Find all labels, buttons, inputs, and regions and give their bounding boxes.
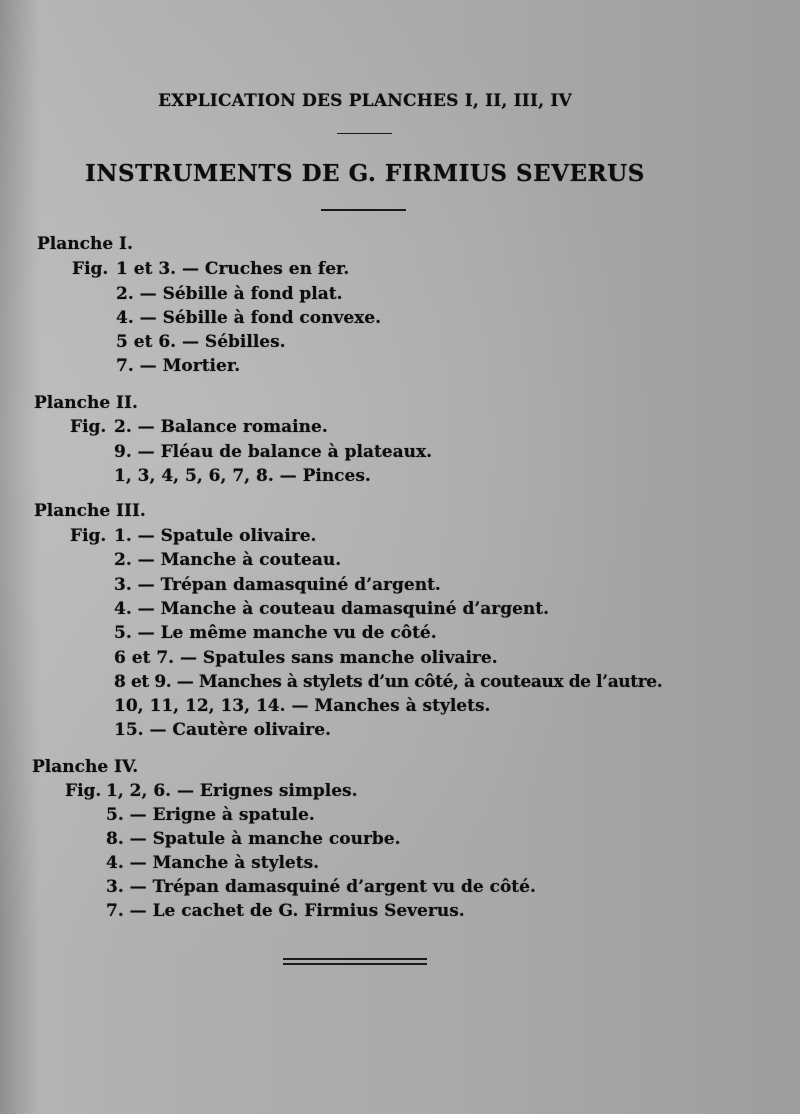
figure-entry: 2. — Balance romaine. <box>114 417 328 437</box>
figure-entry: 7. — Mortier. <box>116 356 241 376</box>
figure-entry: 4. — Manche à couteau damasquiné d’argent. <box>114 599 550 619</box>
fig-prefix: Fig. <box>70 526 107 546</box>
figure-entry: 1, 3, 4, 5, 6, 7, 8. — Pinces. <box>114 466 371 486</box>
figure-entry: 3. — Trépan damasquiné d’argent vu de côté. <box>106 877 536 897</box>
figure-entry: 7. — Le cachet de G. Firmius Severus. <box>106 901 465 921</box>
plate-label: Planche II. <box>34 393 138 413</box>
title-divider-2 <box>321 209 406 211</box>
figure-entry: 8 et 9. — Manches à stylets d’un côté, à couteaux de l’autre. <box>114 672 663 692</box>
figure-entry: 15. — Cautère olivaire. <box>114 720 331 740</box>
figure-entry: 1, 2, 6. — Erignes simples. <box>106 781 358 801</box>
plate-label: Planche I. <box>37 234 133 254</box>
figure-entry: 6 et 7. — Spatules sans manche olivaire. <box>114 648 498 668</box>
figure-entry: 4. — Manche à stylets. <box>106 853 320 873</box>
title-divider <box>337 133 392 134</box>
figure-entry: 5. — Le même manche vu de côté. <box>114 623 437 643</box>
main-title: INSTRUMENTS DE G. FIRMIUS SEVERUS <box>85 160 645 187</box>
figure-entry: 9. — Fléau de balance à plateaux. <box>114 442 433 462</box>
figure-entry: 1 et 3. — Cruches en fer. <box>116 259 350 279</box>
figure-entry: 4. — Sébille à fond convexe. <box>116 308 382 328</box>
figure-entry: 1. — Spatule olivaire. <box>114 526 317 546</box>
end-divider <box>283 958 427 960</box>
figure-entry: 3. — Trépan damasquiné d’argent. <box>114 575 441 595</box>
end-divider <box>283 963 427 965</box>
figure-entry: 2. — Sébille à fond plat. <box>116 284 343 304</box>
plates-title: EXPLICATION DES PLANCHES I, II, III, IV <box>158 91 572 111</box>
figure-entry: 5 et 6. — Sébilles. <box>116 332 286 352</box>
fig-prefix: Fig. <box>65 781 102 801</box>
plate-label: Planche III. <box>34 501 146 521</box>
figure-entry: 2. — Manche à couteau. <box>114 550 342 570</box>
figure-entry: 8. — Spatule à manche courbe. <box>106 829 401 849</box>
fig-prefix: Fig. <box>70 417 107 437</box>
figure-entry: 5. — Erigne à spatule. <box>106 805 315 825</box>
plate-label: Planche IV. <box>32 757 139 777</box>
figure-entry: 10, 11, 12, 13, 14. — Manches à stylets. <box>114 696 491 716</box>
fig-prefix: Fig. <box>72 259 109 279</box>
